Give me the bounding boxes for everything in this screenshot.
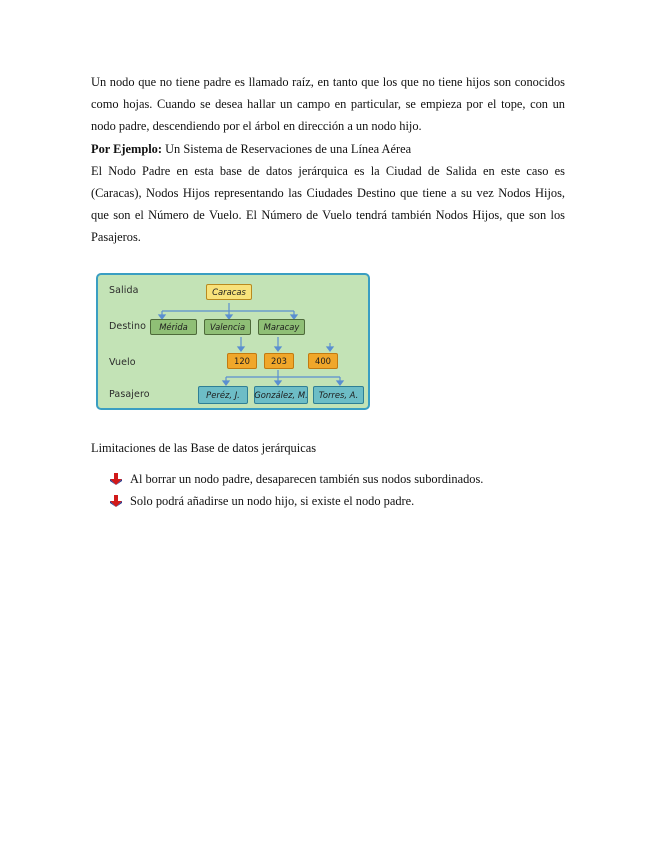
list-item: [110, 490, 483, 512]
level-label-salida: Salida: [109, 285, 139, 296]
limitations-list: [110, 468, 483, 512]
arrow-pax-3: [337, 381, 343, 385]
level-label-destino: Destino: [109, 321, 147, 332]
destination-node: Mérida: [150, 319, 197, 335]
arrow-down-bullet-icon: [110, 495, 122, 507]
passenger-node: Torres, A.: [313, 386, 364, 404]
document-body: [91, 71, 565, 249]
destination-node: Maracay: [258, 319, 305, 335]
flight-node: 120: [227, 353, 257, 369]
arrow-flight-2: [275, 347, 281, 351]
explanation-paragraph: El Nodo Padre en esta base de datos jerárquica es la Ciudad de Salida en este caso es (Caracas), Nodos Hijos representando las Ciudades Destino que tiene a su vez Nodos Hijos, que son el Número de Vuelo. El Número de Vuelo tendrá también Nodos Hijos, que son los Pasajeros.: [91, 163, 565, 245]
passenger-node: González, M.: [254, 386, 308, 404]
limitation-text: Solo podrá añadirse un nodo hijo, si existe el nodo padre.: [130, 494, 415, 508]
hierarchy-diagram: [96, 273, 370, 410]
example-line: [91, 138, 565, 160]
arrow-flight-3: [327, 347, 333, 351]
destination-node: Valencia: [204, 319, 251, 335]
arrow-pax-1: [223, 381, 229, 385]
level-label-vuelo: Vuelo: [109, 357, 136, 368]
list-item: [110, 468, 483, 490]
flight-node: 203: [264, 353, 294, 369]
limitation-text: Al borrar un nodo padre, desaparecen también sus nodos subordinados.: [130, 472, 484, 486]
passenger-node: Peréz, J.: [198, 386, 248, 404]
example-text: Un Sistema de Reservaciones de una Línea Aérea: [162, 141, 412, 156]
example-label: Por Ejemplo:: [91, 141, 163, 156]
arrow-pax-2: [275, 381, 281, 385]
arrow-flight-1: [238, 347, 244, 351]
intro-paragraph: Un nodo que no tiene padre es llamado raíz, en tanto que los que no tiene hijos son conocidos como hojas. Cuando se desea hallar un campo en particular, se empieza por el tope, con un nodo padre, descendiendo por el árbol en dirección a un nodo hijo.: [91, 75, 565, 134]
flight-node: 400: [308, 353, 338, 369]
level-label-pasajero: Pasajero: [109, 389, 150, 400]
root-node: Caracas: [206, 284, 252, 300]
arrow-down-bullet-icon: [110, 473, 122, 485]
limitations-title: Limitaciones de las Base de datos jerárquicas: [91, 441, 317, 455]
